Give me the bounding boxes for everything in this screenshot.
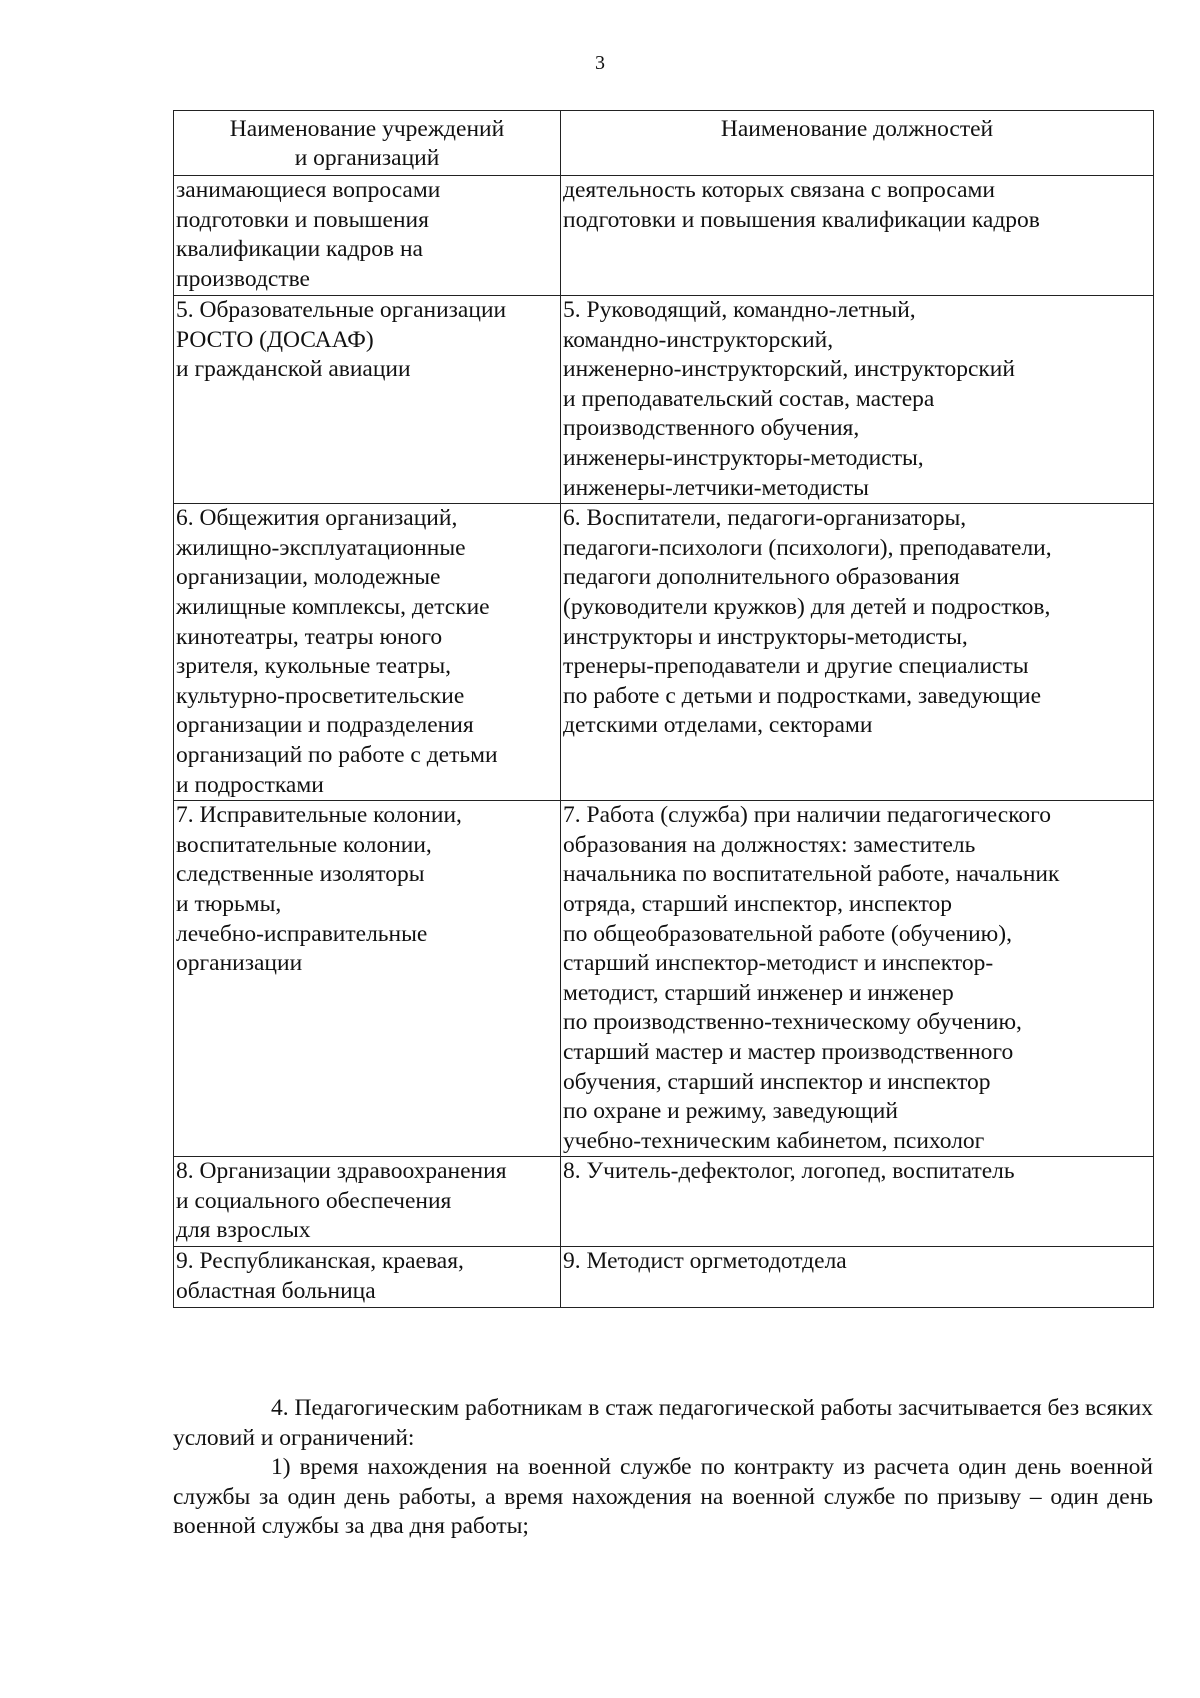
table-header-row <box>174 111 1154 176</box>
page-number: 3 <box>595 52 605 74</box>
header-institutions: Наименование учреждений и организаций <box>174 111 561 176</box>
cell-institution: 7. Исправительные колонии, воспитательные колонии, следственные изоляторы и тюрьмы, лечебно-исправительные организации <box>174 801 561 1157</box>
table-row <box>174 1247 1154 1308</box>
cell-institution: 8. Организации здравоохранения и социального обеспечения для взрослых <box>174 1157 561 1247</box>
table-row <box>174 296 1154 504</box>
table-row <box>174 801 1154 1157</box>
cell-institution: 6. Общежития организаций, жилищно-эксплуатационные организации, молодежные жилищные комплексы, детские кинотеатры, театры юного зрителя, кукольные театры, культурно-просветительские организации и подразделения организаций по работе с детьми и подростками <box>174 504 561 801</box>
cell-institution: занимающиеся вопросами подготовки и повышения квалификации кадров на производстве <box>174 176 561 296</box>
cell-positions: 7. Работа (служба) при наличии педагогического образования на должностях: заместитель начальника по воспитательной работе, начальник отряда, старший инспектор, инспектор по общеобразовательной работе (обучению), старший инспектор-методист и инспектор- методист, старший инженер и инженер по производственно-техническому обучению, старший мастер и мастер производственного обучения, старший инспектор и инспектор по охране и режиму, заведующий учебно-техническим кабинетом, психолог <box>561 801 1154 1157</box>
header-positions: Наименование должностей <box>561 111 1154 176</box>
table-row <box>174 504 1154 801</box>
cell-positions: 5. Руководящий, командно-летный, командно-инструкторский, инженерно-инструкторский, инструкторский и преподавательский состав, мастера производственного обучения, инженеры-инструкторы-методисты, инженеры-летчики-методисты <box>561 296 1154 504</box>
cell-positions: 8. Учитель-дефектолог, логопед, воспитатель <box>561 1157 1154 1247</box>
table-row <box>174 176 1154 296</box>
paragraph-4: 4. Педагогическим работникам в стаж педагогической работы засчитывается без всяких условий и ограничений: <box>173 1395 1153 1451</box>
cell-positions: деятельность которых связана с вопросами подготовки и повышения квалификации кадров <box>561 176 1154 296</box>
body-text <box>173 1394 1153 1542</box>
cell-positions: 6. Воспитатели, педагоги-организаторы, педагоги-психологи (психологи), преподаватели, педагоги дополнительного образования (руководители кружков) для детей и подростков, инструкторы и инструкторы-методисты, тренеры-преподаватели и другие специалисты по работе с детьми и подростками, заведующие детскими отделами, секторами <box>561 504 1154 801</box>
paragraph-4-item-1: 1) время нахождения на военной службе по контракту из расчета один день военной службы за один день работы, а время нахождения на военной службе по призыву – один день военной службы за два дня работы; <box>173 1454 1153 1539</box>
cell-institution: 9. Республиканская, краевая, областная больница <box>174 1247 561 1308</box>
positions-table <box>173 110 1154 1308</box>
table-row <box>174 1157 1154 1247</box>
cell-positions: 9. Методист оргметодотдела <box>561 1247 1154 1308</box>
cell-institution: 5. Образовательные организации РОСТО (ДОСААФ) и гражданской авиации <box>174 296 561 504</box>
